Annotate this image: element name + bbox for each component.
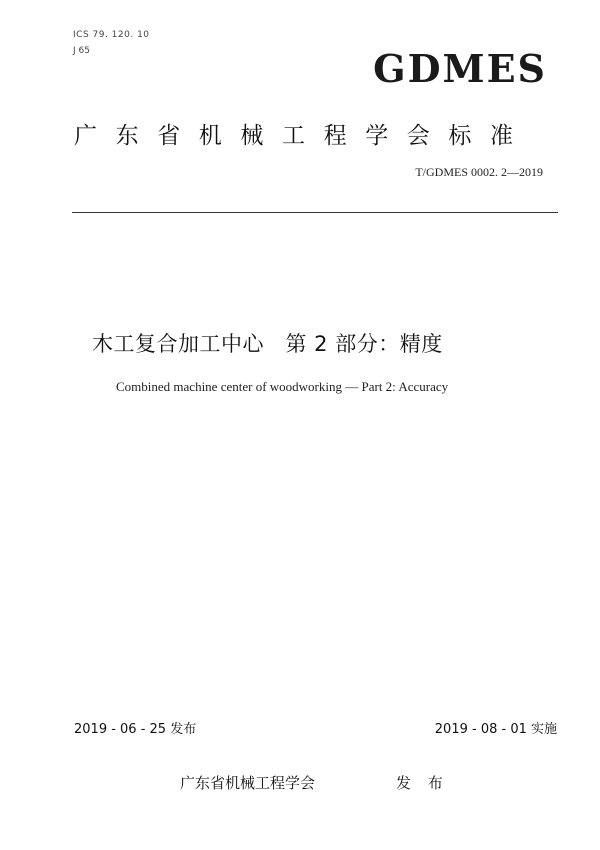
publish-label: 发 布 [396,774,449,792]
gdmes-logo: GDMES [373,46,547,91]
document-title-english: Combined machine center of woodworking — Part 2: Accuracy [116,379,449,394]
document-title-chinese: 木工复合加工中心 第 2 部分：精度 [92,332,443,356]
implementation-date: 2019 - 08 - 01 实施 [434,722,557,737]
issue-date: 2019 - 06 - 25 发布 [74,722,197,737]
header-divider [72,212,558,213]
standard-type-heading: 广东省机械工程学会标准 [74,123,532,149]
ics-code: ICS 79. 120. 10 [73,30,150,40]
publisher-name: 广东省机械工程学会 [180,774,316,792]
standard-number: T/GDMES 0002. 2—2019 [415,165,543,179]
ccs-code: J 65 [73,46,90,56]
